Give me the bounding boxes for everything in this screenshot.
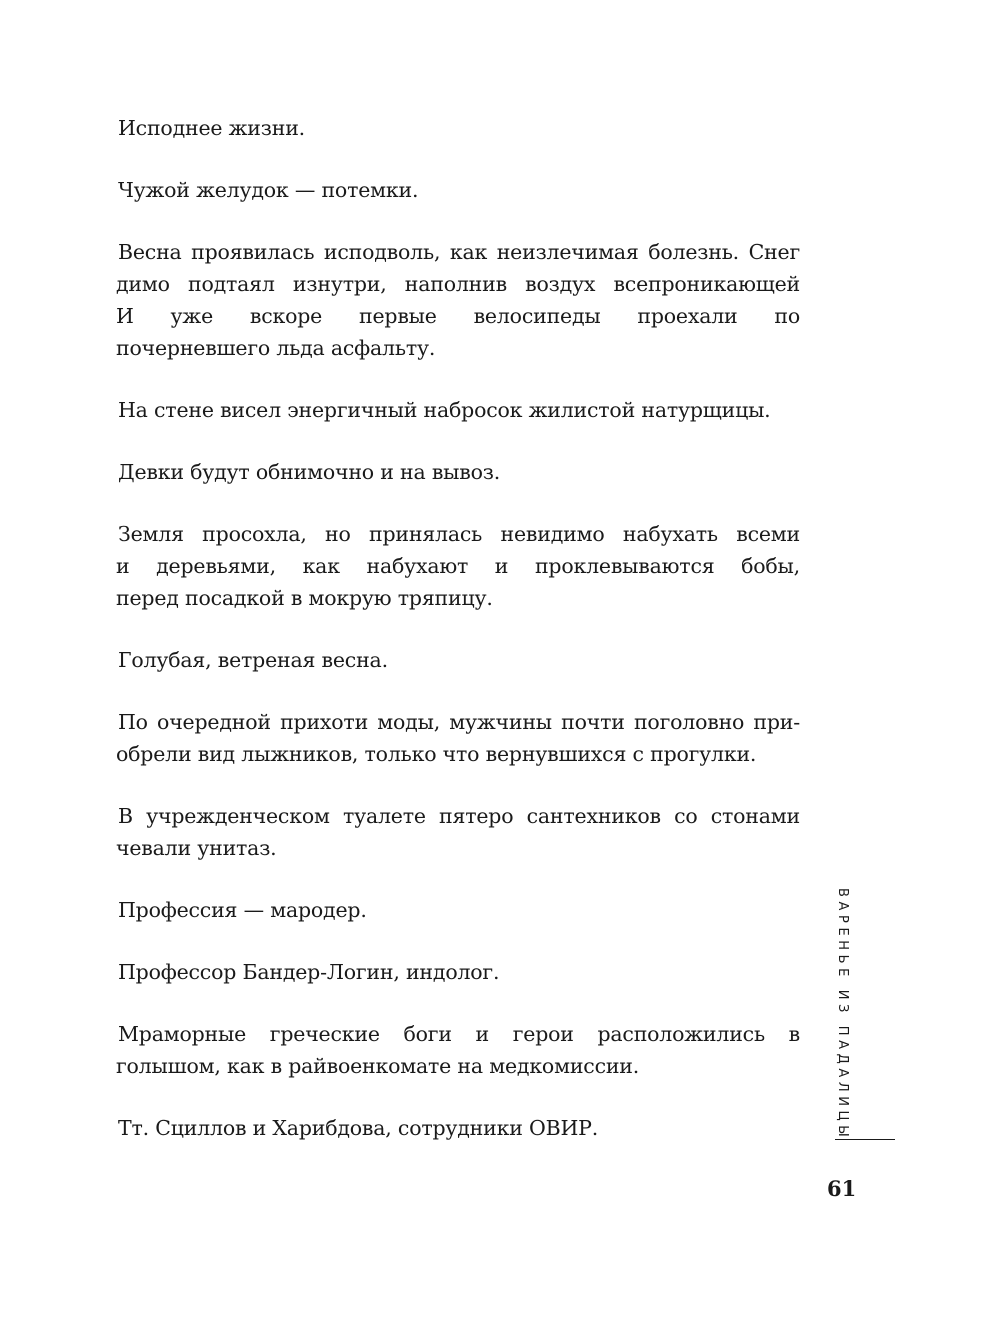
paragraph bbox=[118, 112, 800, 144]
paragraph bbox=[118, 800, 800, 864]
text-line: Профессия — мародер. bbox=[118, 898, 367, 922]
text-line: Голубая, ветреная весна. bbox=[118, 648, 388, 672]
paragraph bbox=[118, 1112, 800, 1144]
running-title: ВАРЕНЬЕ ИЗ ПАДАЛИЦЫ bbox=[835, 888, 850, 1142]
paragraph bbox=[118, 894, 800, 926]
text-line: Профессор Бандер-Логин, индолог. bbox=[118, 960, 500, 984]
paragraph bbox=[118, 394, 800, 426]
paragraph bbox=[118, 236, 800, 364]
paragraph bbox=[118, 956, 800, 988]
text-line: Земля просохла, но принялась невидимо набухать всеми bbox=[118, 522, 800, 546]
page-number: 61 bbox=[827, 1176, 857, 1201]
paragraph bbox=[118, 456, 800, 488]
paragraph bbox=[118, 1018, 800, 1082]
text-line: Тт. Сциллов и Харибдова, сотрудники ОВИР. bbox=[118, 1116, 599, 1140]
text-line: димо подтаял изнутри, наполнив воздух всепроникающей bbox=[116, 272, 800, 296]
text-line: и деревьями, как набухают и проклевываются бобы, bbox=[116, 554, 800, 578]
divider bbox=[835, 1139, 895, 1140]
paragraph bbox=[118, 174, 800, 206]
text-line: Девки будут обнимочно и на вывоз. bbox=[118, 460, 501, 484]
text-line: Исподнее жизни. bbox=[118, 116, 305, 140]
text-line: голышом, как в райвоенкомате на медкомиссии. bbox=[116, 1054, 640, 1078]
paragraph bbox=[118, 518, 800, 614]
main-text bbox=[118, 112, 800, 1174]
text-line: почерневшего льда асфальту. bbox=[116, 336, 436, 360]
text-line: обрели вид лыжников, только что вернувшихся с прогулки. bbox=[116, 742, 757, 766]
text-line: Чужой желудок — потемки. bbox=[118, 178, 419, 202]
text-line: По очередной прихоти моды, мужчины почти поголовно при- bbox=[118, 710, 800, 734]
text-line: перед посадкой в мокрую тряпицу. bbox=[116, 586, 493, 610]
text-line: На стене висел энергичный набросок жилистой натурщицы. bbox=[118, 398, 771, 422]
text-line: чевали унитаз. bbox=[116, 836, 277, 860]
text-line: Весна проявилась исподволь, как неизлечимая болезнь. Снег bbox=[118, 240, 800, 264]
text-line: И уже вскоре первые велосипеды проехали по bbox=[116, 304, 800, 328]
paragraph bbox=[118, 644, 800, 676]
text-line: Мраморные греческие боги и герои расположились в bbox=[118, 1022, 800, 1046]
text-line: В учрежденческом туалете пятеро сантехников со стонами bbox=[118, 804, 800, 828]
paragraph bbox=[118, 706, 800, 770]
